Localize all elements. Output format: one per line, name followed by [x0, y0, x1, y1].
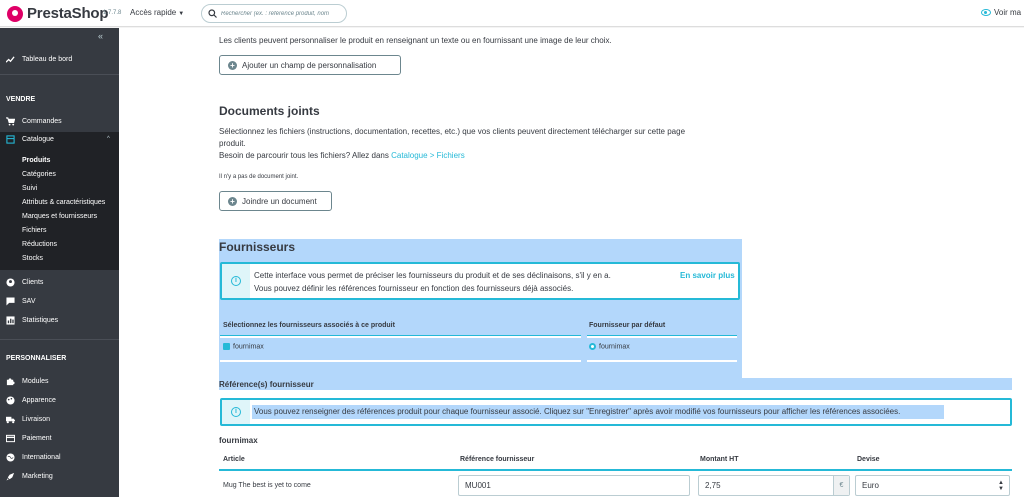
- sidebar-item-label: Livraison: [22, 415, 51, 423]
- browse-prefix: Besoin de parcourir tous les fichiers? Allez dans: [219, 151, 392, 160]
- cart-icon: [6, 117, 15, 126]
- chart-icon: [6, 316, 15, 325]
- rocket-icon: [6, 472, 15, 481]
- sidebar: [0, 28, 119, 497]
- add-customization-button[interactable]: [219, 55, 401, 75]
- sidebar-item-orders[interactable]: [0, 114, 119, 128]
- sidebar-item-marketing[interactable]: [0, 469, 119, 483]
- view-shop-label: Voir ma: [994, 8, 1022, 17]
- sidebar-item-dashboard[interactable]: [0, 52, 119, 66]
- sidebar-item-international[interactable]: [0, 450, 119, 464]
- store-icon: [6, 135, 15, 144]
- sidebar-item-label: Clients: [22, 278, 44, 286]
- sidebar-item-label: Tableau de bord: [22, 55, 73, 63]
- version-label: 1.7.7.8: [103, 10, 122, 16]
- info-icon: i: [231, 407, 241, 417]
- submenu-item-products[interactable]: Produits: [22, 157, 51, 164]
- sidebar-item-modules[interactable]: [0, 374, 119, 388]
- caret-down-icon: ▼: [178, 11, 185, 17]
- sidebar-item-label: SAV: [22, 297, 36, 305]
- references-table-header: [219, 449, 1012, 471]
- button-label: Joindre un document: [242, 196, 317, 206]
- alert-icon-box: [222, 400, 250, 424]
- sidebar-item-sav[interactable]: [0, 294, 119, 308]
- top-bar: [0, 0, 1024, 27]
- column-header-reference: Référence fournisseur: [460, 456, 535, 463]
- submenu-item-attributes[interactable]: Attributs & caractéristiques: [22, 199, 106, 206]
- divider: [0, 339, 119, 340]
- currency-select[interactable]: [855, 475, 1010, 496]
- globe-icon: [6, 453, 15, 462]
- attachments-description: Sélectionnez les fichiers (instructions, documentation, recettes, etc.) que vos clients peuvent directement télécharger sur cette page: [219, 127, 686, 136]
- prestashop-logo-icon: [7, 6, 23, 22]
- column-header-currency: Devise: [857, 456, 880, 463]
- attach-document-button[interactable]: [219, 191, 332, 211]
- button-label: Ajouter un champ de personnalisation: [242, 60, 377, 70]
- article-name: Mug The best is yet to come: [223, 482, 311, 489]
- sidebar-item-stats[interactable]: [0, 313, 119, 327]
- references-info-alert: [220, 398, 1012, 426]
- alert-icon-box: [222, 264, 250, 298]
- suppliers-title: Fournisseurs: [219, 240, 296, 254]
- select-suppliers-header: Sélectionnez les fournisseurs associés à ce produit: [223, 322, 395, 329]
- sidebar-item-label: Apparence: [22, 396, 56, 404]
- attachments-title: Documents joints: [219, 104, 320, 118]
- search-placeholder: Rechercher (ex. : référence produit, nom: [221, 10, 330, 17]
- main-content: [119, 28, 1024, 497]
- search-icon: [208, 9, 217, 18]
- palette-icon: [6, 396, 15, 405]
- currency-value: Euro: [862, 481, 879, 490]
- radio-selected-icon[interactable]: [589, 343, 596, 350]
- currency-addon: €: [833, 476, 849, 495]
- suppliers-info-alert: [220, 262, 740, 300]
- default-supplier-name: fournimax: [599, 343, 630, 351]
- chat-icon: [6, 297, 15, 306]
- user-icon: [6, 278, 15, 287]
- submenu-item-categories[interactable]: Catégories: [22, 171, 56, 178]
- eye-icon: [981, 9, 991, 16]
- submenu-item-discounts[interactable]: Réductions: [22, 241, 58, 248]
- table-row: [219, 473, 1012, 497]
- sidebar-item-catalog[interactable]: [0, 132, 119, 146]
- sidebar-item-label: Catalogue: [22, 135, 54, 143]
- truck-icon: [6, 415, 15, 424]
- select-arrows-icon: ▲ ▼: [998, 480, 1004, 492]
- puzzle-icon: [6, 377, 15, 386]
- learn-more-link[interactable]: En savoir plus: [680, 271, 735, 280]
- credit-card-icon: [6, 434, 15, 443]
- divider: [0, 74, 119, 75]
- section-title-customize: PERSONNALISER: [6, 355, 67, 362]
- submenu-item-brands[interactable]: Marques et fournisseurs: [22, 213, 98, 220]
- sidebar-item-label: Paiement: [22, 434, 52, 442]
- prestashop-logo[interactable]: [7, 5, 108, 22]
- quick-access-label: Accès rapide: [130, 8, 177, 17]
- supplier-checkbox-row[interactable]: [223, 343, 264, 350]
- column-header-article: Article: [223, 456, 245, 463]
- chevron-up-icon: ^: [107, 136, 110, 142]
- sidebar-item-label: Marketing: [22, 472, 53, 480]
- references-alert-text: Vous pouvez renseigner des références produit pour chaque fournisseur associé. Cliquez sur "Enregistrer" après avoir modifié vos fournisseurs pour afficher les références associées.: [254, 407, 901, 416]
- info-icon: i: [231, 276, 241, 286]
- supplier-row-highlight: [220, 338, 581, 360]
- column-header-price: Montant HT: [700, 456, 739, 463]
- customization-intro: Les clients peuvent personnaliser le produit en renseignant un texte ou en fournissant une image de leur choix.: [219, 36, 612, 45]
- submenu-item-monitoring[interactable]: Suivi: [22, 185, 38, 192]
- alert-text-line1: Cette interface vous permet de préciser les fournisseurs du produit et de ses déclinaisons, s'il y en a.: [254, 271, 611, 280]
- attachments-description-2: produit.: [219, 139, 246, 148]
- submenu-item-stocks[interactable]: Stocks: [22, 255, 44, 262]
- references-title-highlight: [219, 378, 1012, 390]
- plus-circle-icon: +: [228, 197, 237, 206]
- price-input[interactable]: [698, 475, 850, 496]
- sidebar-item-customers[interactable]: [0, 275, 119, 289]
- collapse-sidebar-icon[interactable]: «: [98, 31, 104, 41]
- sidebar-item-shipping[interactable]: [0, 412, 119, 426]
- plus-circle-icon: +: [228, 61, 237, 70]
- sidebar-item-label: Modules: [22, 377, 49, 385]
- trending-up-icon: [6, 55, 15, 64]
- no-attachment-text: Il n'y a pas de document joint.: [219, 174, 299, 180]
- sidebar-item-label: Statistiques: [22, 316, 59, 324]
- sidebar-item-label: International: [22, 453, 61, 461]
- attachments-browse-text: [219, 151, 465, 160]
- price-value: 2,75: [705, 481, 721, 490]
- supplier-reference-input[interactable]: [458, 475, 690, 496]
- supplier-name: fournimax: [233, 343, 264, 351]
- view-shop-link[interactable]: [981, 8, 1021, 17]
- submenu-item-files[interactable]: Fichiers: [22, 227, 47, 234]
- quick-access-dropdown[interactable]: [130, 8, 184, 17]
- section-title-sell: VENDRE: [6, 96, 36, 103]
- logo-text: PrestaShop: [27, 5, 109, 22]
- catalog-files-link[interactable]: Catalogue > Fichiers: [391, 151, 465, 160]
- alert-text-line2: Vous pouvez définir les références fournisseur en fonction des fournisseurs déjà associés.: [254, 284, 574, 293]
- sidebar-item-label: Commandes: [22, 117, 62, 125]
- search-input[interactable]: [201, 4, 347, 23]
- reference-value: MU001: [465, 481, 491, 490]
- default-supplier-radio-row[interactable]: [589, 343, 630, 350]
- checkbox-checked-icon[interactable]: [223, 343, 230, 350]
- references-title: Référence(s) fournisseur: [219, 380, 314, 389]
- references-supplier-name: fournimax: [219, 436, 258, 445]
- default-supplier-header: Fournisseur par défaut: [589, 322, 666, 329]
- sidebar-item-payment[interactable]: [0, 431, 119, 445]
- sidebar-item-appearance[interactable]: [0, 393, 119, 407]
